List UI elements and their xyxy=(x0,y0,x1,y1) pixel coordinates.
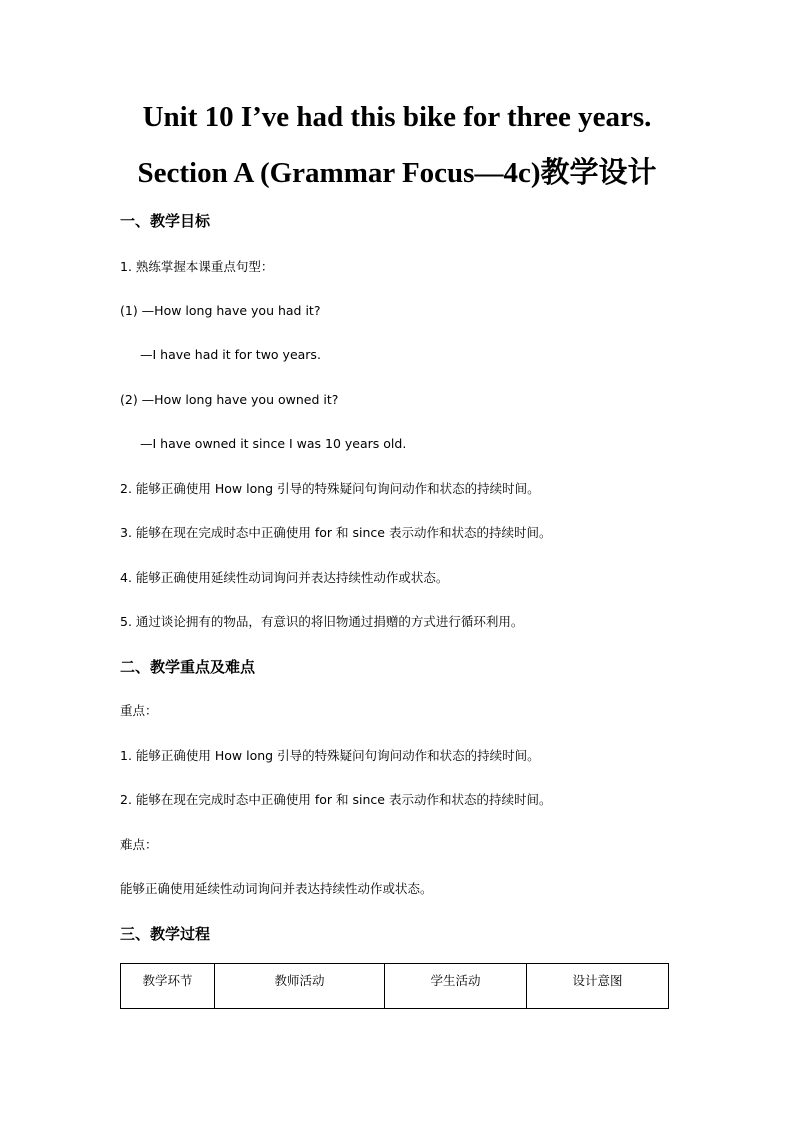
objective-line: 1. 熟练掌握本课重点句型： xyxy=(120,259,274,274)
objective-line: 5. 通过谈论拥有的物品，有意识的将旧物通过捐赠的方式进行循环利用。 xyxy=(120,614,524,629)
key-point-line: 2. 能够在现在完成时态中正确使用 for 和 since 表示动作和状态的持续时间。 xyxy=(120,792,552,807)
section-heading-objectives: 一、教学目标 xyxy=(120,212,211,230)
table-header-row xyxy=(121,964,669,1009)
objective-line: (1) —How long have you had it? xyxy=(120,303,321,318)
objective-line: —I have owned it since I was 10 years old. xyxy=(140,436,407,451)
table-header-cell: 设计意图 xyxy=(527,964,669,1009)
table-header-cell: 教学环节 xyxy=(121,964,215,1009)
key-point-line: 1. 能够正确使用 How long 引导的特殊疑问句询问动作和状态的持续时间。 xyxy=(120,748,540,763)
table-header-cell: 学生活动 xyxy=(385,964,527,1009)
document-title-line2: Section A (Grammar Focus—4c)教学设计 xyxy=(137,157,657,189)
objective-line: (2) —How long have you owned it? xyxy=(120,392,339,407)
key-point-line: 难点： xyxy=(120,837,158,852)
objective-line: 3. 能够在现在完成时态中正确使用 for 和 since 表示动作和状态的持续时间。 xyxy=(120,525,552,540)
document-title-line1: Unit 10 I’ve had this bike for three years. xyxy=(142,101,652,133)
key-point-line: 重点： xyxy=(120,703,158,718)
table-header-cell: 教师活动 xyxy=(215,964,385,1009)
section-heading-process: 三、教学过程 xyxy=(120,925,211,943)
key-point-line: 能够正确使用延续性动词询问并表达持续性动作或状态。 xyxy=(120,881,433,896)
objective-line: —I have had it for two years. xyxy=(140,347,321,362)
section-heading-key-points: 二、教学重点及难点 xyxy=(120,658,256,676)
objective-line: 4. 能够正确使用延续性动词询问并表达持续性动作或状态。 xyxy=(120,570,449,585)
objective-line: 2. 能够正确使用 How long 引导的特殊疑问句询问动作和状态的持续时间。 xyxy=(120,481,540,496)
process-table xyxy=(120,963,669,1009)
